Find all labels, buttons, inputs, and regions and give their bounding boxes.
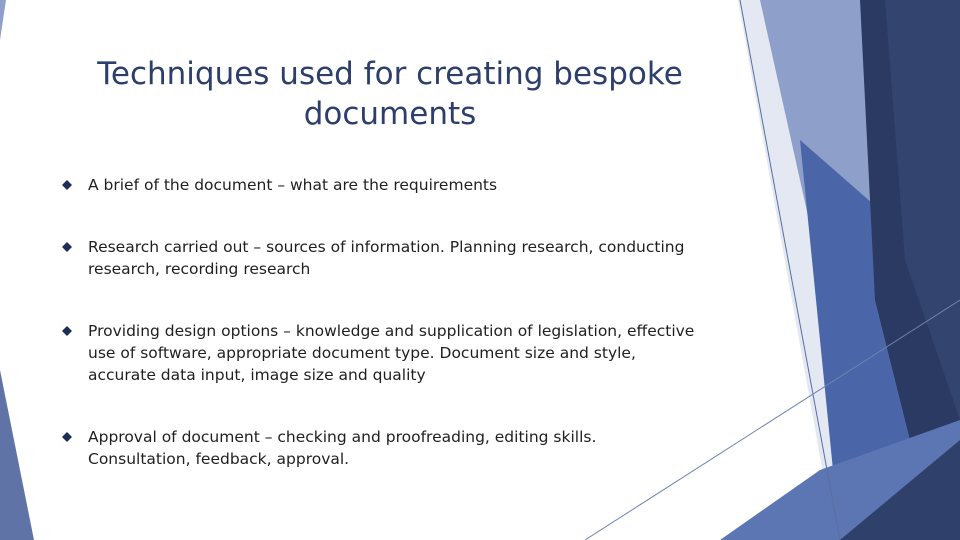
bullet-list: [62, 174, 722, 470]
decor-left-thin: [0, 0, 6, 40]
decor-left-strip: [0, 370, 34, 540]
bullet-item-2: [62, 236, 722, 280]
bullet-text-2: Research carried out – sources of information. Planning research, conducting research, recording research: [88, 238, 685, 278]
bullet-item-3: [62, 320, 722, 386]
bullet-item-4: [62, 426, 722, 470]
slide-title: [60, 54, 720, 134]
bullet-text-4: Approval of document – checking and proofreading, editing skills. Consultation, feedback, approval.: [88, 428, 597, 468]
bullet-text-3: Providing design options – knowledge and supplication of legislation, effective use of software, appropriate document type. Document size and style, accurate data input, image size and quality: [88, 322, 695, 384]
diamond-icon: [62, 180, 72, 190]
diamond-icon: [62, 326, 72, 336]
diamond-icon: [62, 432, 72, 442]
bullet-item-1: [62, 174, 722, 196]
slide-title-text: Techniques used for creating bespoke documents: [97, 56, 683, 132]
bullet-text-1: A brief of the document – what are the requirements: [88, 176, 498, 194]
diamond-icon: [62, 242, 72, 252]
